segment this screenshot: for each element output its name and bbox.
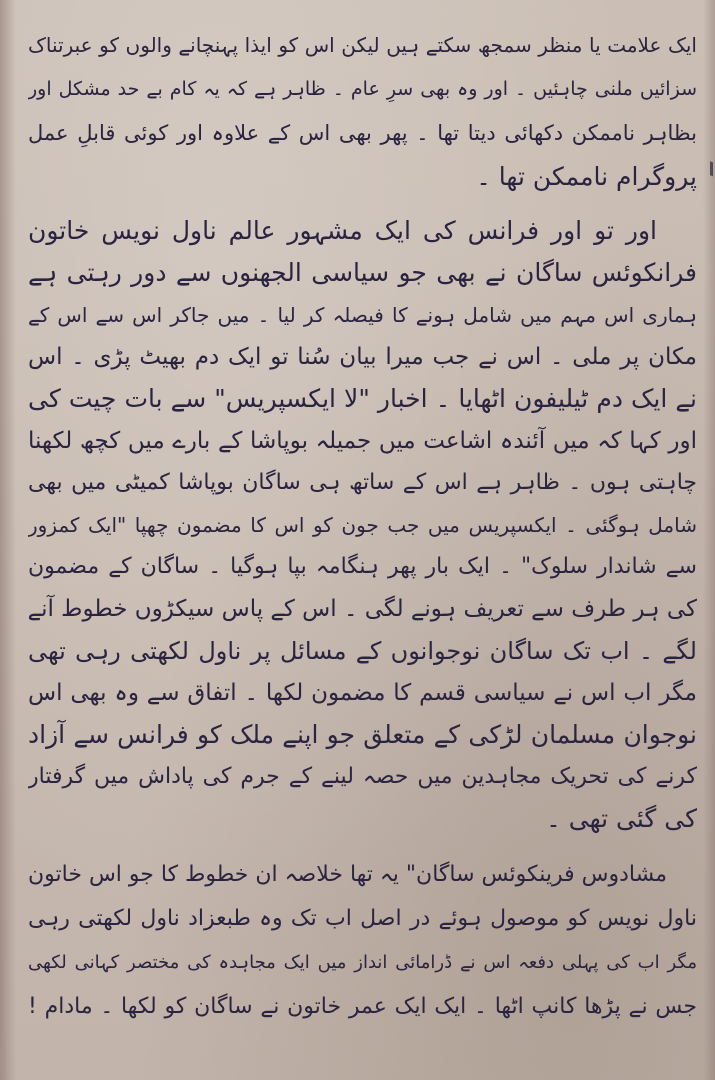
text-line: نوجوان مسلمان لڑکی کے متعلق جو اپنے ملک کو فرانس سے آزاد <box>28 720 697 749</box>
text-line: بظاہر ناممکن دکھائی دیتا تھا ۔ پھر بھی اس کے علاوہ اور کوئی قابلِ عمل <box>28 121 697 145</box>
text-line: کی ہر طرف سے تعریف ہونے لگی ۔ اس کے پاس سیکڑوں خطوط آنے <box>28 596 697 622</box>
text-line: ناول نویس کو موصول ہوئے در اصل اب تک وہ طبعزاد ناول لکھتی رہی <box>28 906 697 931</box>
text-line: جس نے پڑھا کانپ اٹھا ۔ ایک ایک عمر خاتون نے ساگان کو لکھا ۔ مادام ! <box>28 994 697 1019</box>
text-line: فرانکوئس ساگان نے بھی جو سیاسی الجھنوں سے دور رہتی ہے <box>28 258 697 287</box>
text-line: اور کہا کہ میں آئندہ اشاعت میں جمیلہ بوپاشا کے بارے میں کچھ لکھنا <box>28 428 697 454</box>
text-line: شامل ہوگئی ۔ ایکسپریس میں جب جون کو اس کا مضمون چھپا "ایک کمزور <box>28 513 697 537</box>
text-line: مکان پر ملی ۔ اس نے جب میرا بیان سُنا تو ایک دم بھیٹ پڑی ۔ اس <box>28 344 697 370</box>
text-line: ہماری اس مہم میں شامل ہونے کا فیصلہ کر لیا ۔ میں جاکر اس سے اس کے <box>28 303 697 327</box>
text-line: سے شاندار سلوک" ۔ ایک بار پھر ہنگامہ بپا ہوگیا ۔ ساگان کے مضمون <box>28 554 697 579</box>
page-edge-shadow-left <box>0 0 16 1080</box>
text-line: اور تو اور فرانس کی ایک مشہور عالم ناول نویس خاتون <box>28 216 657 245</box>
text-line: سزائیں ملنی چاہئیں ۔ اور وہ بھی سرِ عام ۔ ظاہر ہے کہ یہ کام بے حد مشکل اور <box>28 78 697 100</box>
text-line: نے ایک دم ٹیلیفون اٹھایا ۔ اخبار "لا ایکسپریس" سے بات چیت کی <box>28 384 697 413</box>
text-line: کی گئی تھی ۔ <box>546 804 697 833</box>
text-line: چاہتی ہوں ۔ ظاہر ہے اس کے ساتھ ہی ساگان بوپاشا کمیٹی میں بھی <box>28 470 697 495</box>
text-line: مشادوس فرینکوئس ساگان" یہ تھا خلاصہ ان خطوط کا جو اس خاتون <box>28 862 667 887</box>
text-line: کرنے کی تحریک مجاہدین میں حصہ لینے کے جرم کی پاداش میں گرفتار <box>28 764 697 789</box>
urdu-text-body <box>28 24 697 1070</box>
text-line: مگر اب کی پہلی دفعہ اس نے ڈرامائی انداز میں ایک مجاہدہ کی مختصر کہانی لکھی <box>28 952 697 973</box>
text-line: ایک علامت یا منظر سمجھ سکتے ہیں لیکن اس کو ایذا پہنچانے والوں کو عبرتناک <box>28 33 697 57</box>
text-line: مگر اب اس نے سیاسی قسم کا مضمون لکھا ۔ اتفاق سے وہ بھی اس <box>28 680 697 706</box>
text-line: پروگرام ناممکن تھا ۔ <box>476 162 697 191</box>
text-line: لگے ۔ اب تک ساگان نوجوانوں کے مسائل پر ناول لکھتی رہی تھی <box>28 637 697 665</box>
